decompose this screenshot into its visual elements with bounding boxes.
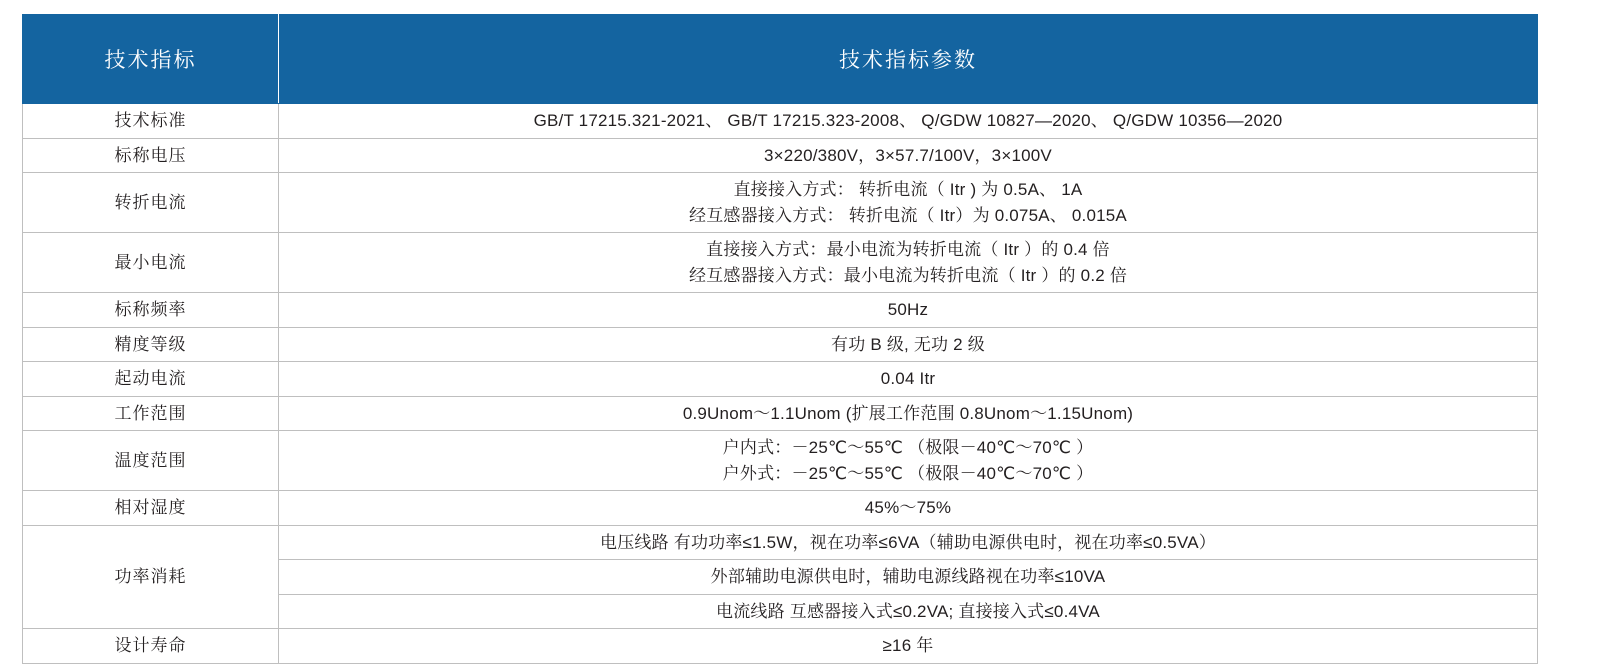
specifications-table [22, 14, 1538, 664]
row-value [279, 594, 1538, 629]
row-value-line: 45%～75% [864, 498, 952, 517]
row-value-line: GB/T 17215.321-2021、 GB/T 17215.323-2008、 Q/GDW 10827—2020、 Q/GDW 10356—2020 [533, 111, 1283, 130]
column-header-indicator: 技术指标 [23, 15, 279, 104]
table-row [23, 491, 1538, 526]
row-value-line: 户内式：－25℃～55℃ （极限－40℃～70℃ ） [722, 438, 1094, 457]
row-value [279, 233, 1538, 293]
row-value-line: 0.04 Itr [880, 369, 936, 388]
row-label: 温度范围 [23, 431, 279, 491]
table-row [23, 362, 1538, 397]
table-row [23, 173, 1538, 233]
spec-table-container [22, 14, 1538, 664]
row-value [279, 525, 1538, 560]
row-value-line: ≥16 年 [882, 636, 934, 655]
row-value-line: 外部辅助电源供电时，辅助电源线路视在功率≤10VA [710, 567, 1106, 586]
row-value-line: 3×220/380V，3×57.7/100V，3×100V [764, 145, 1052, 165]
table-row [23, 327, 1538, 362]
table-header [23, 15, 1538, 104]
row-label: 最小电流 [23, 233, 279, 293]
row-value [279, 104, 1538, 139]
row-label: 标称电压 [23, 138, 279, 173]
row-label: 技术标准 [23, 104, 279, 139]
row-value-line: 0.9Unom～1.1Unom (扩展工作范围 0.8Unom～1.15Unom) [682, 403, 1134, 423]
row-label: 工作范围 [23, 396, 279, 431]
row-label: 设计寿命 [23, 629, 279, 664]
row-value [279, 293, 1538, 328]
table-row [23, 233, 1538, 293]
row-value-line: 有功 B 级, 无功 2 级 [831, 334, 985, 354]
row-value-line: 户外式：－25℃～55℃ （极限－40℃～70℃ ） [722, 463, 1094, 483]
row-label-power-consumption: 功率消耗 [23, 525, 279, 629]
table-row [23, 104, 1538, 139]
row-value [279, 491, 1538, 526]
row-value-line: 直接接入方式： 转折电流（ Itr ) 为 0.5A、 1A [733, 180, 1083, 199]
row-value [279, 327, 1538, 362]
row-value-line: 电压线路 有功功率≤1.5W，视在功率≤6VA（辅助电源供电时，视在功率≤0.5VA） [600, 532, 1216, 552]
table-body [23, 104, 1538, 664]
row-label: 相对湿度 [23, 491, 279, 526]
column-header-parameters: 技术指标参数 [279, 15, 1538, 104]
row-label: 转折电流 [23, 173, 279, 233]
table-row [23, 396, 1538, 431]
table-header-row [23, 15, 1538, 104]
row-value [279, 138, 1538, 173]
row-label: 精度等级 [23, 327, 279, 362]
table-row [23, 629, 1538, 664]
row-value [279, 362, 1538, 397]
row-label: 标称频率 [23, 293, 279, 328]
row-value [279, 629, 1538, 664]
row-value-line: 经互感器接入方式：最小电流为转折电流（ Itr ）的 0.2 倍 [688, 265, 1128, 285]
row-label: 起动电流 [23, 362, 279, 397]
row-value-line: 经互感器接入方式： 转折电流（ Itr）为 0.075A、 0.015A [689, 205, 1127, 225]
row-value [279, 560, 1538, 595]
table-row [23, 138, 1538, 173]
table-row [23, 293, 1538, 328]
table-row [23, 525, 1538, 560]
row-value-line: 直接接入方式：最小电流为转折电流（ Itr ）的 0.4 倍 [706, 240, 1110, 259]
row-value [279, 431, 1538, 491]
table-row [23, 431, 1538, 491]
row-value [279, 396, 1538, 431]
row-value-line: 电流线路 互感器接入式≤0.2VA; 直接接入式≤0.4VA [716, 601, 1100, 621]
row-value [279, 173, 1538, 233]
row-value-line: 50Hz [887, 300, 929, 319]
